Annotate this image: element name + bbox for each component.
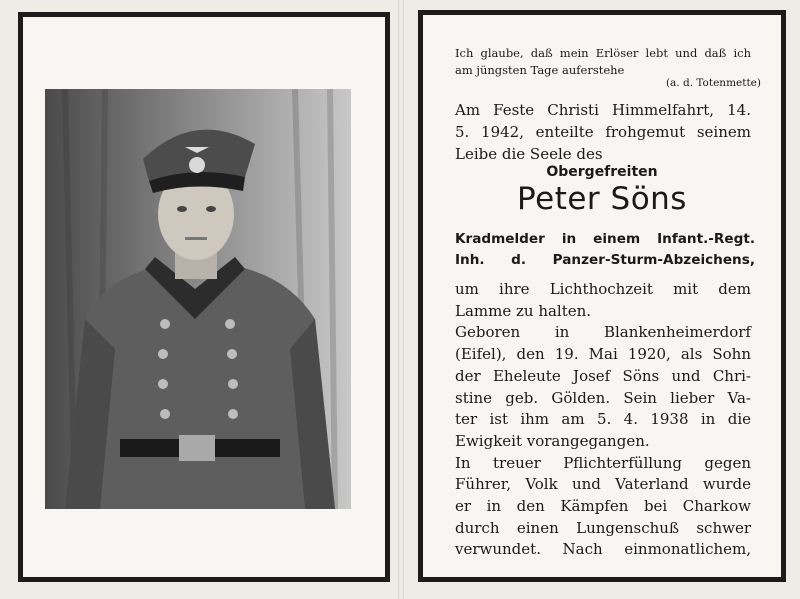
left-panel: [18, 12, 390, 582]
body-line: verwundet. Nach einmonatlichem,: [455, 540, 751, 559]
right-panel: [418, 10, 786, 582]
intro-line: 5. 1942, enteilte frohgemut seinem: [455, 123, 751, 141]
motto-line: Ich glaube, daß mein Erlöser lebt und daß ich: [455, 46, 751, 60]
intro-text: [455, 99, 751, 165]
intro-line: Leibe die Seele des: [455, 145, 603, 163]
motto: [455, 45, 751, 79]
intro-line: Am Feste Christi Himmelfahrt, 14.: [455, 101, 751, 119]
body-line: ter ist ihm am 5. 4. 1938 in die: [455, 410, 751, 429]
body-line: (Eifel), den 19. Mai 1920, als Sohn: [455, 345, 751, 364]
body-line: Geboren in Blankenheimerdorf: [455, 323, 751, 342]
unit-line: Inh. d. Panzer-Sturm-Abzeichens,: [455, 252, 755, 268]
body-line: Führer, Volk und Vaterland wurde: [455, 475, 751, 494]
motto-source: (a. d. Totenmette): [665, 77, 761, 89]
body-line: In treuer Pflichterfüllung gegen: [455, 453, 751, 472]
rank-title: Obergefreiten: [546, 164, 658, 180]
body-line: der Eheleute Josef Söns und Chri-: [455, 366, 751, 385]
body-line: um ihre Lichthochzeit mit dem: [455, 280, 751, 298]
unit-line: Kradmelder in einem Infant.-Regt.: [455, 231, 755, 247]
biography-text: [455, 279, 751, 561]
deceased-name: Peter Söns: [517, 181, 687, 217]
fold-line: [398, 0, 404, 599]
body-line: er in den Kämpfen bei Charkow: [455, 497, 751, 516]
motto-line: am jüngsten Tage auferstehe: [455, 63, 625, 77]
body-line: Ewigkeit vorangegangen.: [455, 431, 650, 450]
unit-text: [455, 229, 755, 271]
body-line: durch einen Lungenschuß schwer: [455, 518, 751, 537]
soldier-portrait-illustration: [45, 89, 351, 509]
portrait-photo: [45, 89, 351, 509]
body-line: Lamme zu halten.: [455, 301, 592, 320]
body-line: stine geb. Gölden. Sein lieber Va-: [455, 388, 751, 407]
